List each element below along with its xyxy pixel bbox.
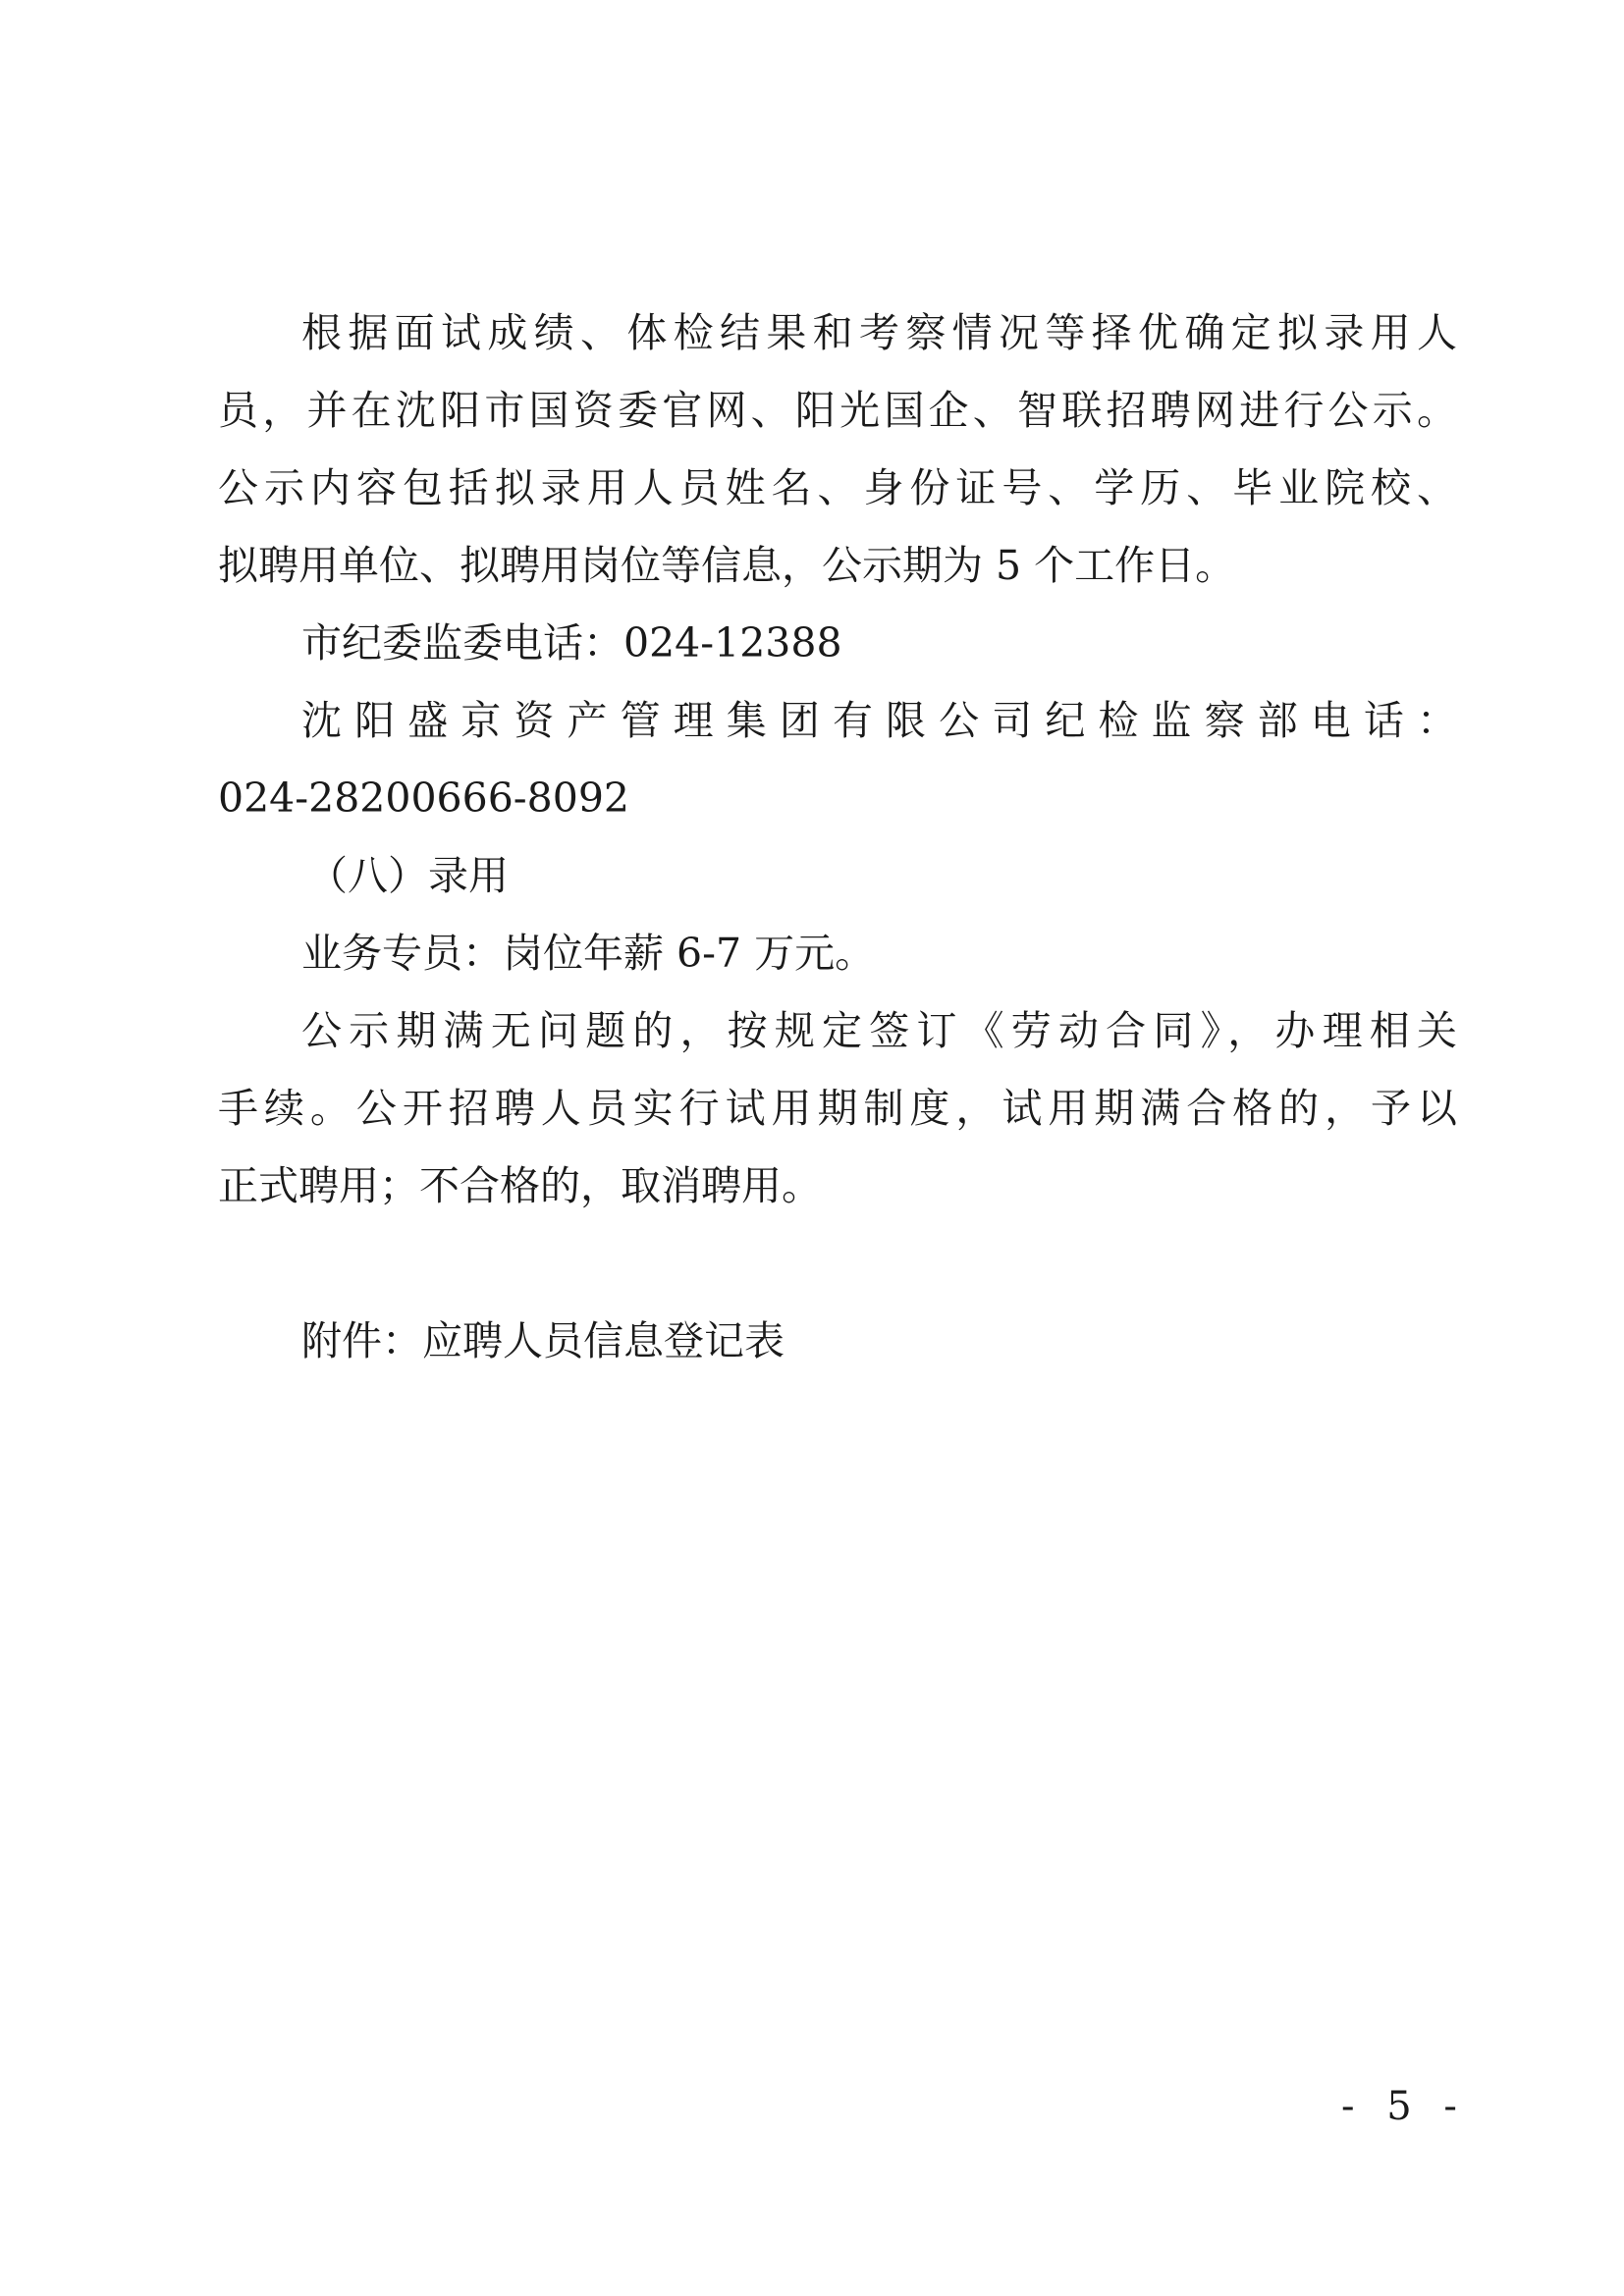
section-heading: （八）录用 bbox=[307, 852, 509, 899]
phone-line-commission: 市纪委监委电话：024-12388 bbox=[301, 619, 842, 667]
paragraph-line: 员，并在沈阳市国资委官网、阳光国企、智联招聘网进行公示。 bbox=[218, 387, 1457, 434]
page-number: - 5 - bbox=[1341, 2084, 1467, 2129]
attachment-line: 附件：应聘人员信息登记表 bbox=[301, 1317, 785, 1364]
paragraph-line: 公示期满无问题的，按规定签订《劳动合同》，办理相关 bbox=[301, 1007, 1457, 1054]
paragraph-line: 拟聘用单位、拟聘用岗位等信息，公示期为 5 个工作日。 bbox=[218, 542, 1236, 589]
phone-line-group: 沈阳盛京资产管理集团有限公司纪检监察部电话： bbox=[301, 697, 1457, 744]
paragraph-line: 根据面试成绩、体检结果和考察情况等择优确定拟录用人 bbox=[301, 309, 1457, 356]
paragraph-line: 公示内容包括拟录用人员姓名、身份证号、学历、毕业院校、 bbox=[218, 464, 1457, 511]
paragraph-line: 正式聘用；不合格的，取消聘用。 bbox=[218, 1162, 822, 1209]
paragraph-line: 手续。公开招聘人员实行试用期制度，试用期满合格的，予以 bbox=[218, 1085, 1457, 1132]
phone-number-group: 024-28200666-8092 bbox=[218, 774, 629, 822]
salary-line: 业务专员：岗位年薪 6-7 万元。 bbox=[301, 930, 876, 977]
